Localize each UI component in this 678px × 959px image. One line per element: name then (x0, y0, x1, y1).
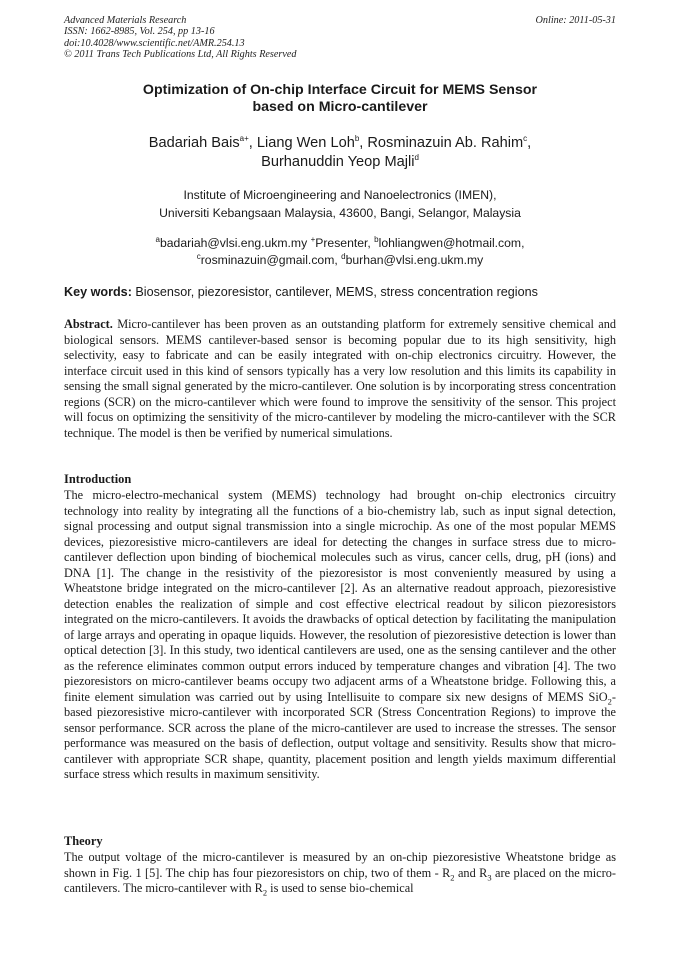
paper-title (64, 82, 616, 116)
author-line-1 (64, 134, 616, 153)
journal-header (64, 15, 616, 61)
email-mark: a (155, 234, 160, 244)
email-address: rosminazuin@gmail.com, (200, 253, 342, 267)
intro-text-part: The micro-electro-mechanical system (MEMS) technology had brought on-chip electronics circuitry technology into reality by integrating all the functions of a bio-chemistry lab, such as input signal detection, signal processing and output signal transmission into a single microchip. As one of the most popular MEMS devices, piezoresistive micro-cantilevers are ideal for detecting the changes in surface stress due to micro-cantilever deflection upon binding of biochemical molecules such as virus, cancer cells, drug, pH (ions) and DNA [1]. The change in the resistivity of the piezoresistor is most conveniently measured by using a Wheatstone bridge integrated on the micro-cantilever [2]. As an alternative readout approach, piezoresistive detection enables the realization of simple and cost effective electrical readout by silicon piezoresistors integrated on the micro-cantilevers. It avoids the drawbacks of optical detection by facilitating the manipulation of large arrays and operating in opaque liquids. However, the resolution of piezoresistive detection is lower than optical detection [3]. In this study, two identical cantilevers are used, one as the sensing cantilever and the other as the reference eliminates common output errors induced by temperature changes and vibration [4]. The two piezoresistors on micro-cantilever beams occupy two adjacent arms of a Wheatstone bridge. Following this, a finite element simulation was carried out by using Intellisuite to compare six new designs of MEMS SiO (64, 488, 616, 704)
abstract (64, 317, 616, 441)
presenter-label: Presenter, (315, 236, 375, 250)
author-name: Badariah Bais (148, 135, 240, 151)
intro-text-part: -based piezoresistive micro-cantilever with incorporated SCR (Stress Concentration Regions) to improve the sensor performance. SCR across the plane of the micro-cantilever are used to increase the stresses. The sensor performance was measured on the basis of deflection, output voltage and sensitivity. Results show that micro-cantilever with appropriate SCR shape, quantity, placement position and length yields maximum differential surface stress which results in maximum sensitivity. (64, 689, 616, 781)
theory-text-part: is used to sense bio-chemical (267, 881, 414, 895)
affiliation (64, 186, 616, 222)
journal-name: Advanced Materials Research (64, 15, 187, 26)
author-affil-mark: a+ (239, 134, 249, 144)
author-list (64, 134, 616, 172)
email-line-2 (64, 252, 616, 269)
title-line-1: Optimization of On-chip Interface Circuit for MEMS Sensor (142, 82, 538, 98)
keywords-label: Key words: (64, 285, 132, 299)
author-affil-mark: c (523, 134, 528, 144)
keywords (64, 284, 624, 300)
author-line-2 (64, 153, 616, 172)
title-line-2: based on Micro-cantilever (252, 99, 428, 115)
subscript: 2 (607, 695, 612, 706)
email-address: badariah@vlsi.eng.ukm.my (160, 236, 311, 250)
abstract-label: Abstract. (64, 317, 113, 331)
subscript: 2 (262, 887, 268, 898)
presenter-mark: + (310, 234, 316, 244)
theory-heading: Theory (64, 834, 103, 848)
author-name: , Liang Wen Loh (248, 135, 355, 151)
email-mark: b (374, 234, 379, 244)
theory-text-part: and R (454, 865, 488, 880)
journal-doi: doi:10.4028/www.scientific.net/AMR.254.13 (64, 37, 245, 49)
subscript: 2 (450, 871, 455, 882)
journal-issn: ISSN: 1662-8985, Vol. 254, pp 13-16 (64, 26, 215, 38)
introduction-heading: Introduction (64, 472, 132, 486)
author-separator: , (527, 135, 532, 151)
theory-text (64, 850, 616, 897)
email-mark: d (341, 251, 346, 261)
author-affil-mark: d (414, 153, 419, 163)
email-mark: c (196, 251, 201, 261)
theory-text-part: are placed on the micro-cantilevers. The micro-cantilever with R (64, 865, 616, 895)
subscript: 3 (487, 871, 492, 882)
author-name: Burhanuddin Yeop Majli (261, 154, 415, 170)
introduction-text (64, 488, 616, 783)
affiliation-line-2: Universiti Kebangsaan Malaysia, 43600, Bangi, Selangor, Malaysia (159, 206, 521, 220)
online-date: Online: 2011-05-31 (535, 15, 616, 26)
author-affil-mark: b (354, 134, 360, 144)
abstract-text: Micro-cantilever has been proven as an outstanding platform for extremely sensitive chemical and biological sensors. MEMS cantilever-based sensor is becoming popular due to its high sensitivity, high selectivity, easy to fabricate and can be easily integrated with on-chip electronics circuitry. However, the interface circuit used in this kind of sensors typically has a very low resolution and this limits its capability in sensing the small signal generated by the micro-cantilever. One solution is by incorporating stress concentration regions (SCR) on the micro-cantilever which were found to improve the sensitivity of the sensor. This project will focus on optimizing the sensitivity of the micro-cantilever by modeling the micro-cantilever with the SCR technique. The model is then be verified by numerical simulations. (64, 317, 616, 440)
keywords-text: Biosensor, piezoresistor, cantilever, MEMS, stress concentration regions (131, 285, 538, 299)
author-name: , Rosminazuin Ab. Rahim (359, 135, 524, 151)
email-line-1 (64, 235, 616, 252)
theory-text-part: The output voltage of the micro-cantilever is measured by an on-chip piezoresistive Wheatstone bridge as shown in Fig. 1 [5]. The chip has four piezoresistors on chip, two of them - R (64, 850, 616, 880)
email-address: lohliangwen@hotmail.com, (378, 236, 525, 250)
email-address: burhan@vlsi.eng.ukm.my (345, 253, 484, 267)
affiliation-line-1: Institute of Microengineering and Nanoelectronics (IMEN), (183, 188, 497, 202)
author-emails (64, 235, 616, 269)
journal-copyright: © 2011 Trans Tech Publications Ltd, All Rights Reserved (64, 49, 297, 61)
